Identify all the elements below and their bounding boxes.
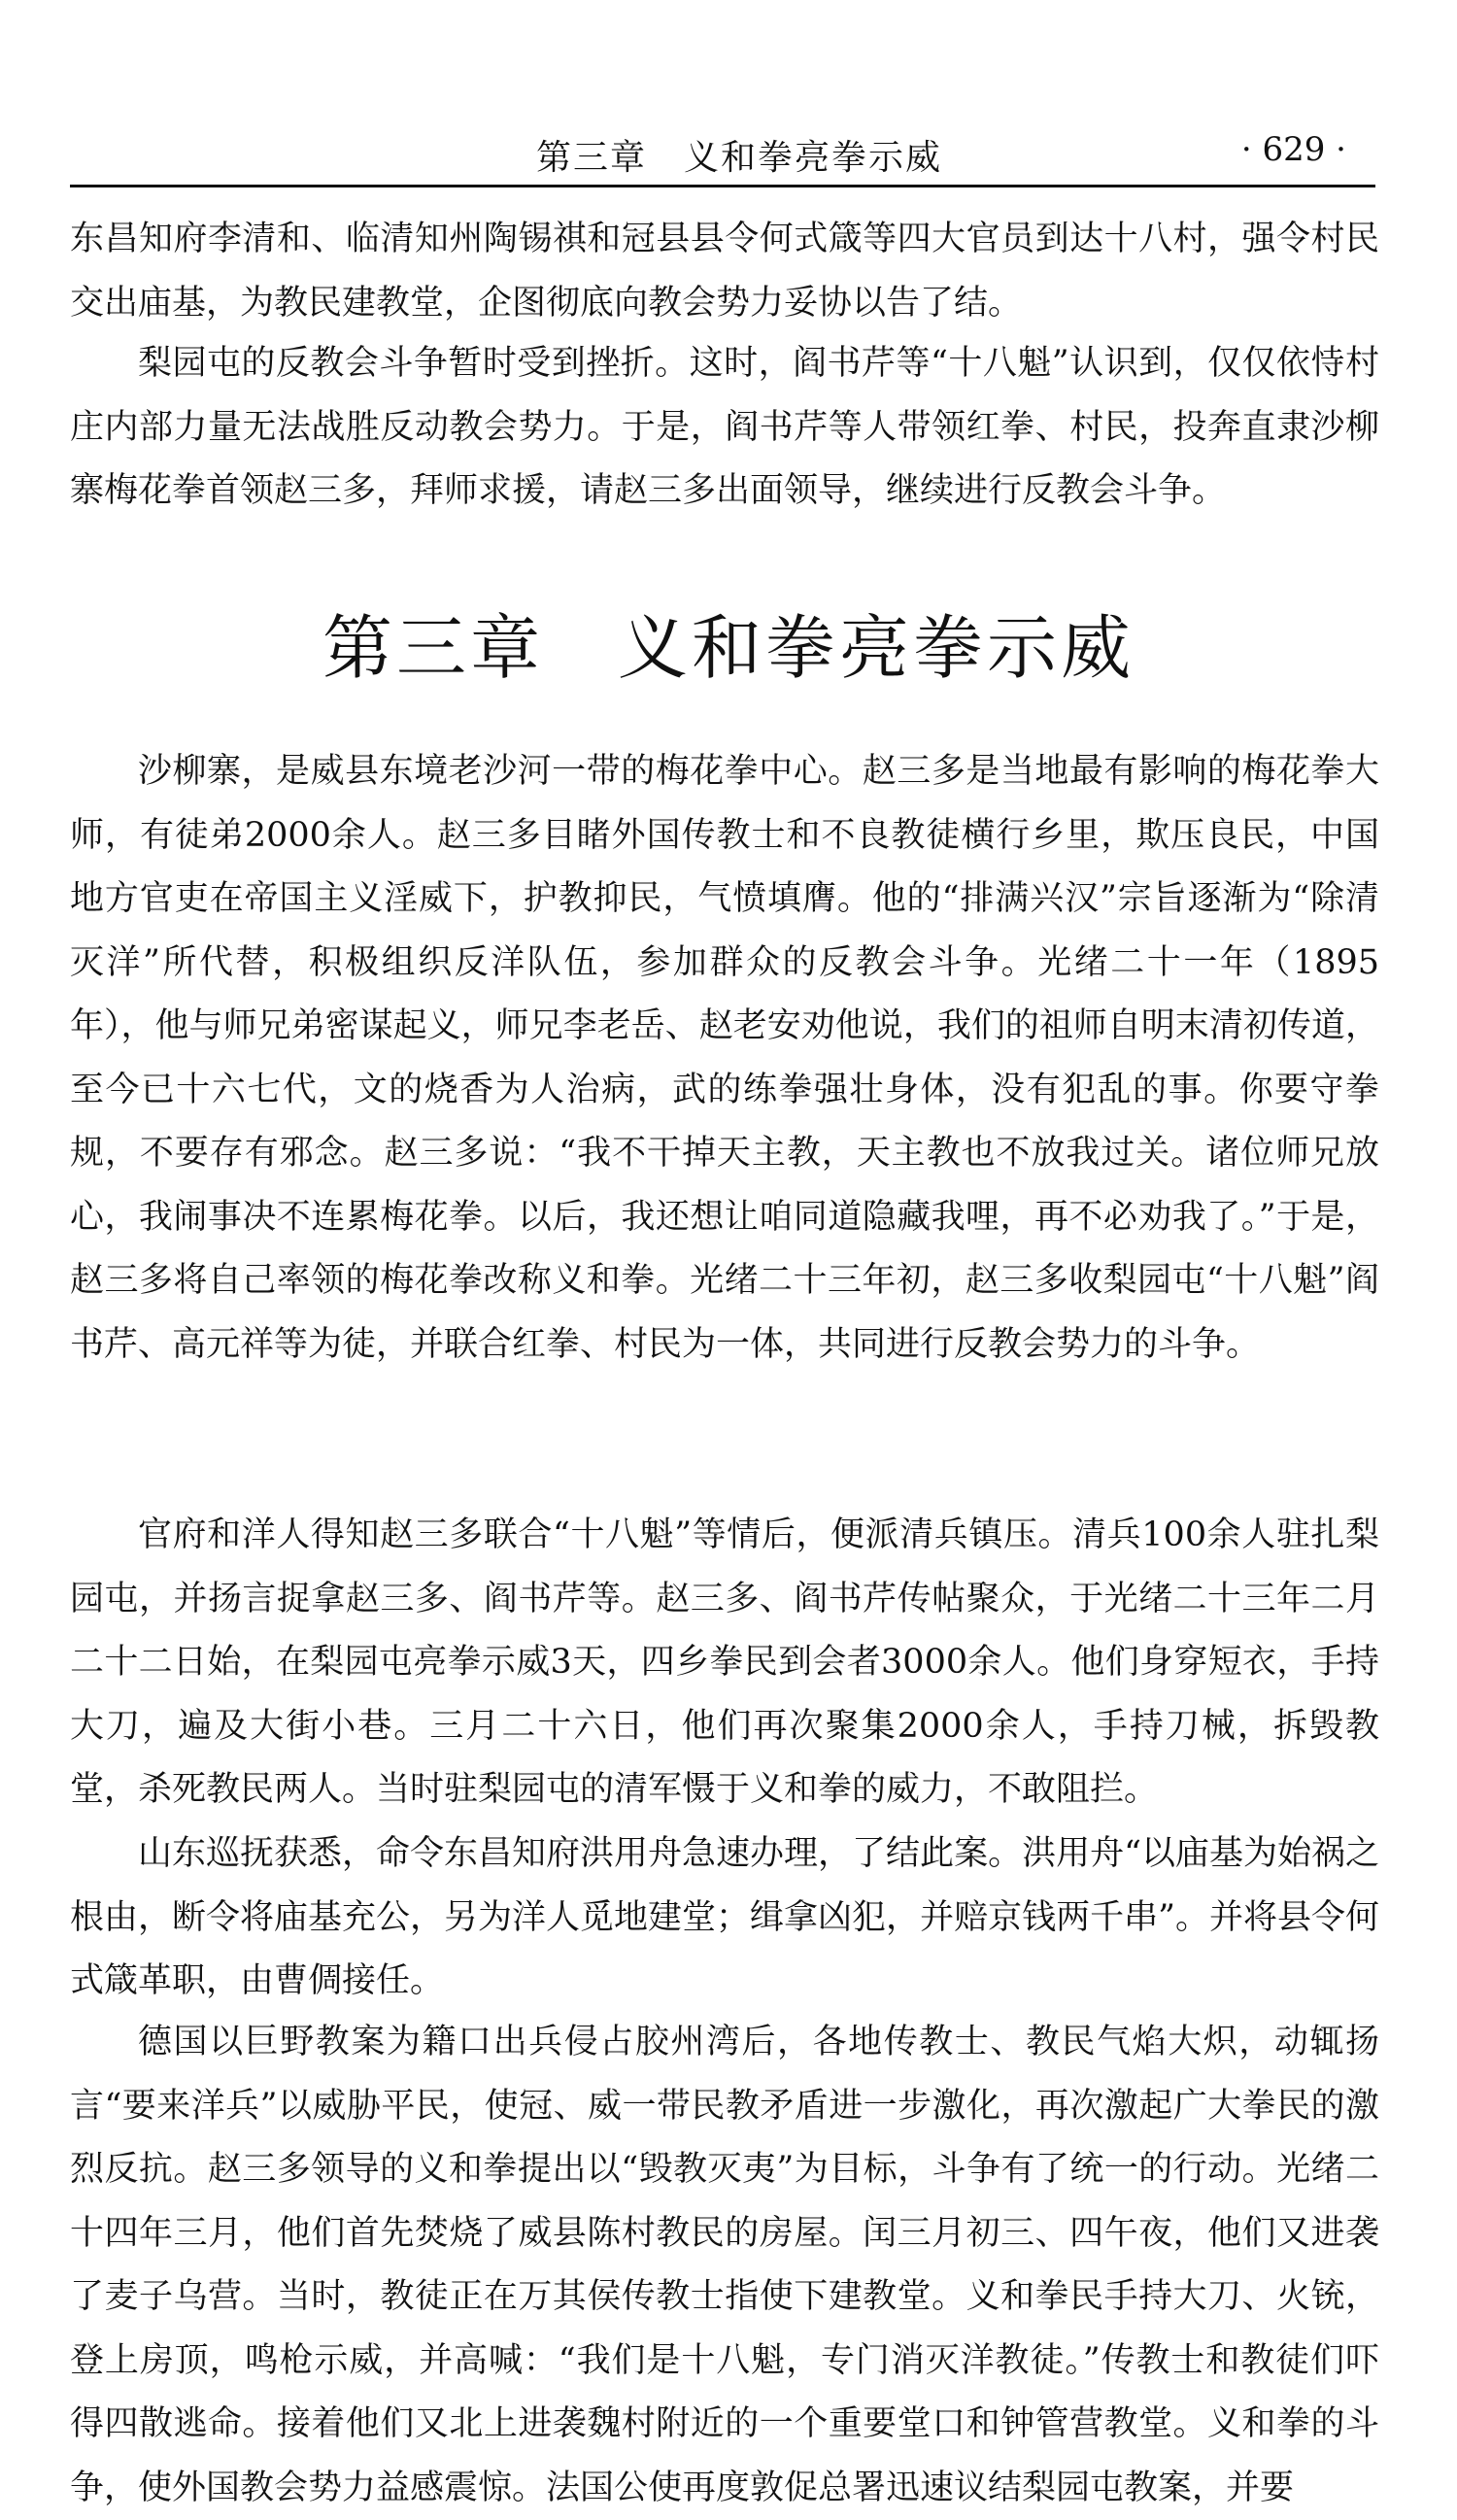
chapter-title: 第三章 义和拳亮拳示威 — [322, 607, 1135, 689]
intro-paragraph-1: 东昌知府李清和、临清知州陶锡祺和冠县县令何式箴等四大官员到达十八村，强令村民交出庙基，为教民建教堂，企图彻底向教会势力妥协以告了结。 — [70, 220, 1379, 323]
chapter-paragraph-3: 山东巡抚获悉，命令东昌知府洪用舟急速办理，了结此案。洪用舟“以庙基为始祸之根由，断令将庙基充公，另为洋人觅地建堂；缉拿凶犯，并赔京钱两千串”。并将县令何式箴革职，由曹倜接任。 — [70, 1834, 1379, 2000]
chapter-paragraph-2: 官府和洋人得知赵三多联合“十八魁”等情后，便派清兵镇压。清兵100余人驻扎梨园屯，并扬言捉拿赵三多、阎书芹等。赵三多、阎书芹传帖聚众，于光绪二十三年二月二十二日始，在梨园屯亮拳示威3天，四乡拳民到会者3000余人。他们身穿短衣，手持大刀，遍及大街小巷。三月二十六日，他们再次聚集2000余人，手持刀械，拆毁教堂，杀死教民两人。当时驻梨园屯的清军慑于义和拳的威力，不敢阻拦。 — [70, 1515, 1379, 1809]
page-number: · 629 · — [1240, 130, 1346, 169]
chapter-paragraph-4: 德国以巨野教案为籍口出兵侵占胶州湾后，各地传教士、教民气焰大炽，动辄扬言“要来洋兵”以威胁平民，使冠、威一带民教矛盾进一步激化，再次激起广大拳民的激烈反抗。赵三多领导的义和拳提出以“毁教灭夷”为目标，斗争有了统一的行动。光绪二十四年三月，他们首先焚烧了威县陈村教民的房屋。闰三月初三、四午夜，他们又进袭了麦子乌营。当时，教徒正在万其侯传教士指使下建教堂。义和拳民手持大刀、火铳，登上房顶，鸣枪示威，并高喊：“我们是十八魁，专门消灭洋教徒。”传教士和教徒们吓得四散逃命。接着他们又北上进袭魏村附近的一个重要堂口和钟管营教堂。义和拳的斗争，使外国教会势力益感震惊。法国公使再度敦促总署迅速议结梨园屯教案，并要 — [70, 2023, 1379, 2507]
running-header — [70, 126, 1375, 187]
running-title: 第三章 义和拳亮拳示威 — [536, 138, 943, 178]
chapter-paragraph-1: 沙柳寨，是威县东境老沙河一带的梅花拳中心。赵三多是当地最有影响的梅花拳大师，有徒弟2000余人。赵三多目睹外国传教士和不良教徒横行乡里，欺压良民，中国地方官吏在帝国主义淫威下，护教抑民，气愤填膺。他的“排满兴汉”宗旨逐渐为“除清灭洋”所代替，积极组织反洋队伍，参加群众的反教会斗争。光绪二十一年（1895年），他与师兄弟密谋起义，师兄李老岳、赵老安劝他说，我们的祖师自明末清初传道，至今已十六七代，文的烧香为人治病，武的练拳强壮身体，没有犯乱的事。你要守拳规，不要存有邪念。赵三多说：“我不干掉天主教，天主教也不放我过关。诸位师兄放心，我闹事决不连累梅花拳。以后，我还想让咱同道隐藏我哩，再不必劝我了。”于是，赵三多将自己率领的梅花拳改称义和拳。光绪二十三年初，赵三多收梨园屯“十八魁”阎书芹、高元祥等为徒，并联合红拳、村民为一体，共同进行反教会势力的斗争。 — [70, 752, 1379, 1364]
intro-paragraph-2: 梨园屯的反教会斗争暂时受到挫折。这时，阎书芹等“十八魁”认识到，仅仅依恃村庄内部力量无法战胜反动教会势力。于是，阎书芹等人带领红拳、村民，投奔直隶沙柳寨梅花拳首领赵三多，拜师求援，请赵三多出面领导，继续进行反教会斗争。 — [70, 344, 1379, 510]
